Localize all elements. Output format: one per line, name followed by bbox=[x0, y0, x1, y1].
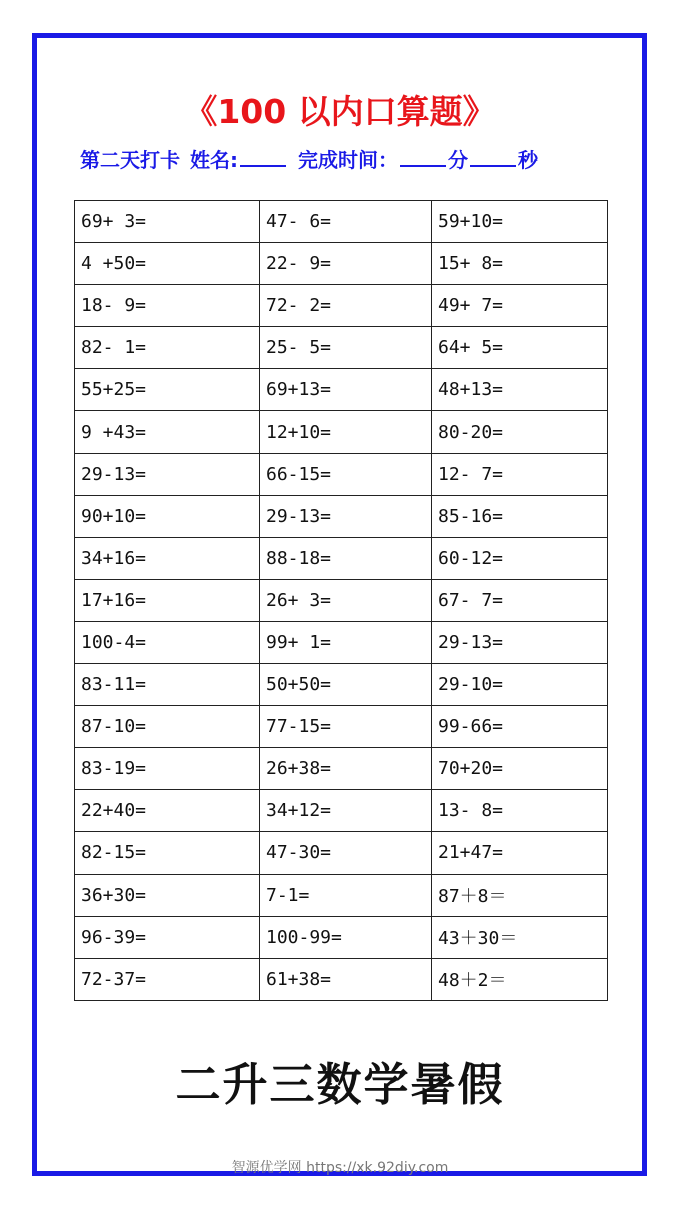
problem-cell: 47- 6= bbox=[260, 201, 432, 243]
problem-row bbox=[75, 916, 608, 958]
problem-cell: 47-30= bbox=[260, 832, 432, 874]
problem-cell: 17+16= bbox=[75, 579, 260, 621]
problem-cell: 29-13= bbox=[75, 453, 260, 495]
problem-cell: 77-15= bbox=[260, 706, 432, 748]
problem-cell: 66-15= bbox=[260, 453, 432, 495]
problem-cell: 22- 9= bbox=[260, 243, 432, 285]
problem-cell: 82- 1= bbox=[75, 327, 260, 369]
problem-row bbox=[75, 874, 608, 916]
problem-row bbox=[75, 327, 608, 369]
day-label: 第二天打卡 bbox=[80, 148, 180, 172]
problem-row bbox=[75, 958, 608, 1000]
seconds-label: 秒 bbox=[518, 148, 538, 172]
problem-cell: 12- 7= bbox=[432, 453, 608, 495]
grade-heading: 二升三数学暑假 bbox=[175, 1058, 505, 1111]
problem-cell: 13- 8= bbox=[432, 790, 608, 832]
problem-cell: 85-16= bbox=[432, 495, 608, 537]
problem-cell: 15+ 8= bbox=[432, 243, 608, 285]
problem-cell: 60-12= bbox=[432, 537, 608, 579]
problem-row bbox=[75, 621, 608, 663]
problem-cell: 29-13= bbox=[432, 621, 608, 663]
problem-cell: 9 +43= bbox=[75, 411, 260, 453]
problem-cell: 83-19= bbox=[75, 748, 260, 790]
problem-row bbox=[75, 243, 608, 285]
problem-row bbox=[75, 790, 608, 832]
problem-cell: 26+ 3= bbox=[260, 579, 432, 621]
problem-cell: 64+ 5= bbox=[432, 327, 608, 369]
problem-row bbox=[75, 285, 608, 327]
problem-cell: 88-18= bbox=[260, 537, 432, 579]
problem-cell: 100-99= bbox=[260, 916, 432, 958]
problem-cell: 34+12= bbox=[260, 790, 432, 832]
problem-cell: 69+13= bbox=[260, 369, 432, 411]
problem-cell: 83-11= bbox=[75, 664, 260, 706]
problem-table bbox=[74, 200, 608, 1001]
problem-cell: 72- 2= bbox=[260, 285, 432, 327]
problem-row bbox=[75, 664, 608, 706]
problem-cell: 18- 9= bbox=[75, 285, 260, 327]
problem-cell: 21+47= bbox=[432, 832, 608, 874]
problem-cell: 59+10= bbox=[432, 201, 608, 243]
problem-cell: 48＋2＝ bbox=[432, 958, 608, 1000]
problem-cell: 12+10= bbox=[260, 411, 432, 453]
problem-cell: 96-39= bbox=[75, 916, 260, 958]
problem-cell: 72-37= bbox=[75, 958, 260, 1000]
problem-row bbox=[75, 495, 608, 537]
problem-cell: 82-15= bbox=[75, 832, 260, 874]
problem-row bbox=[75, 201, 608, 243]
problem-cell: 90+10= bbox=[75, 495, 260, 537]
problem-cell: 4 +50= bbox=[75, 243, 260, 285]
problem-cell: 50+50= bbox=[260, 664, 432, 706]
problem-row bbox=[75, 369, 608, 411]
worksheet-title: 《100 以内口算题》 bbox=[184, 92, 496, 131]
problem-cell: 48+13= bbox=[432, 369, 608, 411]
problem-cell: 49+ 7= bbox=[432, 285, 608, 327]
seconds-blank[interactable] bbox=[470, 145, 516, 167]
time-label: 完成时间： bbox=[298, 148, 398, 172]
problem-cell: 67- 7= bbox=[432, 579, 608, 621]
check-in-line bbox=[80, 144, 538, 173]
problem-cell: 70+20= bbox=[432, 748, 608, 790]
problem-cell: 69+ 3= bbox=[75, 201, 260, 243]
problem-row bbox=[75, 748, 608, 790]
problem-cell: 99-66= bbox=[432, 706, 608, 748]
problem-row bbox=[75, 706, 608, 748]
problem-row bbox=[75, 453, 608, 495]
problem-cell: 99+ 1= bbox=[260, 621, 432, 663]
name-label: 姓名: bbox=[190, 148, 238, 172]
problem-cell: 100-4= bbox=[75, 621, 260, 663]
problem-cell: 80-20= bbox=[432, 411, 608, 453]
problem-row bbox=[75, 832, 608, 874]
name-blank[interactable] bbox=[240, 145, 286, 167]
problem-cell: 29-10= bbox=[432, 664, 608, 706]
watermark: 智源优学网 https://xk.92diy.com bbox=[231, 1160, 449, 1176]
problem-cell: 55+25= bbox=[75, 369, 260, 411]
minutes-blank[interactable] bbox=[400, 145, 446, 167]
problem-cell: 87-10= bbox=[75, 706, 260, 748]
problem-cell: 43＋30＝ bbox=[432, 916, 608, 958]
problem-cell: 29-13= bbox=[260, 495, 432, 537]
problem-row bbox=[75, 537, 608, 579]
problem-cell: 25- 5= bbox=[260, 327, 432, 369]
problem-cell: 7-1= bbox=[260, 874, 432, 916]
problem-cell: 26+38= bbox=[260, 748, 432, 790]
problem-cell: 34+16= bbox=[75, 537, 260, 579]
problem-cell: 61+38= bbox=[260, 958, 432, 1000]
problem-cell: 22+40= bbox=[75, 790, 260, 832]
problem-row bbox=[75, 579, 608, 621]
problem-cell: 87＋8＝ bbox=[432, 874, 608, 916]
problem-cell: 36+30= bbox=[75, 874, 260, 916]
minutes-label: 分 bbox=[448, 148, 468, 172]
problem-row bbox=[75, 411, 608, 453]
